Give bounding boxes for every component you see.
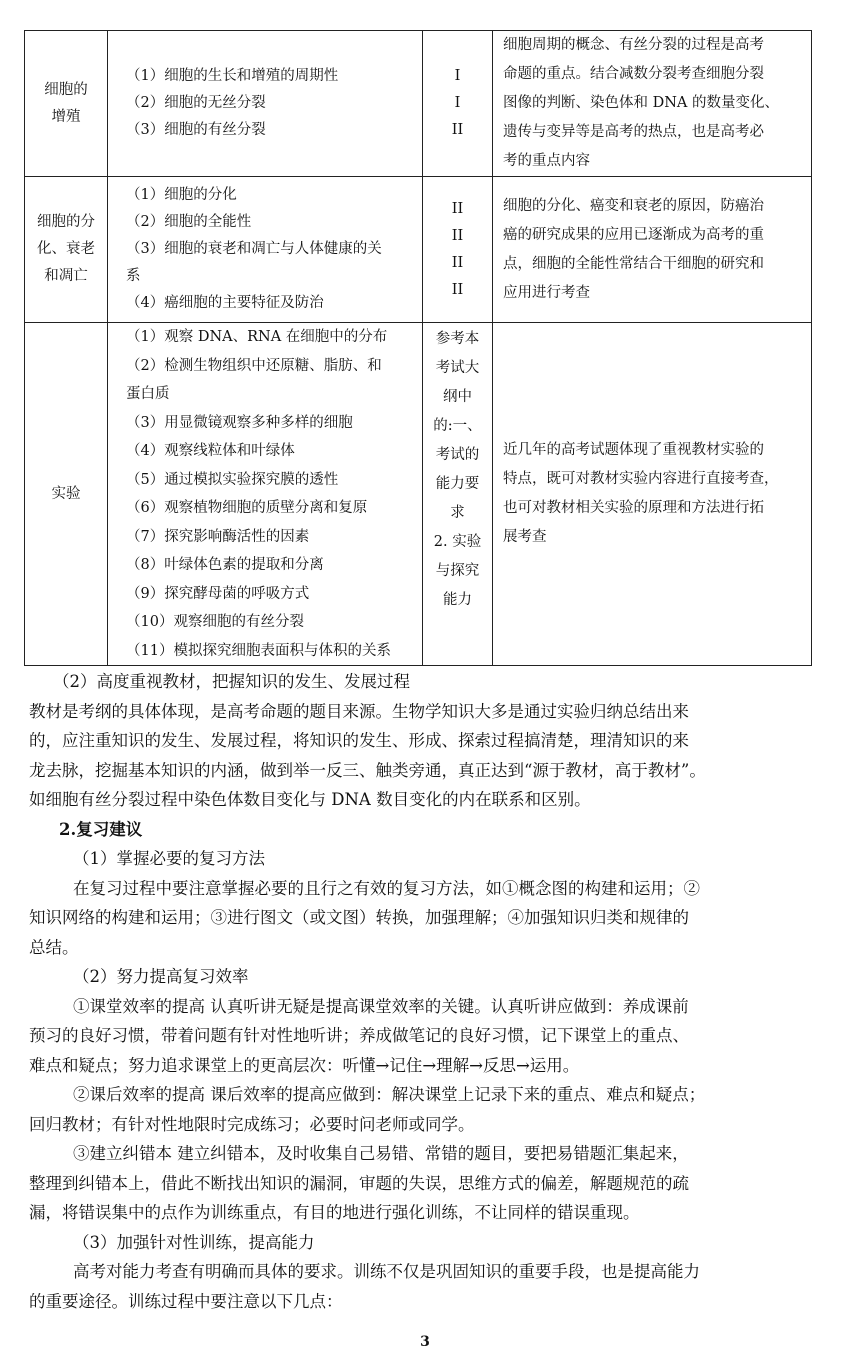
- content-item: （11）模拟探究细胞表面积与体积的关系: [126, 642, 391, 659]
- note-text: 细胞周期的概念、有丝分裂的过程是高考: [503, 37, 764, 53]
- note-text: 点，细胞的全能性常结合干细胞的研究和: [503, 255, 764, 272]
- note-text: 癌的研究成果的应用已逐渐成为高考的重: [503, 226, 764, 243]
- paragraph-line: ②课后效率的提高 课后效率的提高应做到：解决课堂上记录下来的重点、难点和疑点；: [73, 1085, 706, 1104]
- note-cell: [493, 31, 812, 177]
- content-item: （2）检测生物组织中还原糖、脂肪、和: [126, 357, 382, 374]
- content-item: （1）观察 DNA、RNA 在细胞中的分布: [126, 329, 388, 345]
- topic-text: 细胞的: [44, 81, 88, 98]
- level-value: I: [454, 95, 461, 111]
- topic-text: 细胞的分: [37, 214, 95, 230]
- content-cell: [108, 323, 423, 666]
- level-value: 求: [450, 505, 465, 521]
- content-item: 系: [126, 268, 141, 284]
- level-cell: [423, 177, 493, 323]
- level-value: II: [451, 254, 464, 271]
- level-value: 参考本: [435, 331, 480, 347]
- content-item: （7）探究影响酶活性的因素: [126, 528, 310, 545]
- note-text: 展考查: [503, 529, 547, 545]
- content-item: （2）细胞的全能性: [126, 214, 252, 230]
- note-text: 也可对教材相关实验的原理和方法进行拓: [503, 500, 764, 516]
- level-value: 的:一、: [433, 418, 482, 434]
- level-value: 能力要: [435, 476, 480, 492]
- level-value: 能力: [443, 592, 472, 608]
- content-item: （3）细胞的有丝分裂: [126, 122, 266, 138]
- level-value: II: [451, 227, 464, 244]
- level-value: II: [451, 281, 464, 298]
- topic-text: 和凋亡: [44, 268, 88, 284]
- paragraph-line: 预习的良好习惯，带着问题有针对性地听讲；养成做笔记的良好习惯，记下课堂上的重点、: [29, 1026, 689, 1045]
- content-item: （8）叶绿体色素的提取和分离: [126, 557, 324, 573]
- note-text: 细胞的分化、癌变和衰老的原因，防癌治: [503, 197, 764, 214]
- table-row: [25, 31, 812, 177]
- level-value: 2. 实验: [433, 534, 482, 550]
- content-item: （1）细胞的生长和增殖的周期性: [126, 68, 339, 84]
- paragraph-line: 难点和疑点；努力追求课堂上的更高层次：听懂→记住→理解→反思→运用。: [29, 1055, 580, 1075]
- level-value: 纲中: [443, 389, 472, 405]
- section-subheading: （2）努力提高复习效率: [73, 967, 249, 986]
- section-subheading: （1）掌握必要的复习方法: [73, 849, 265, 868]
- content-item: （3）用显微镜观察多种多样的细胞: [126, 414, 353, 431]
- content-cell: [108, 177, 423, 323]
- note-text: 应用进行考查: [503, 284, 590, 301]
- topic-cell: [25, 31, 108, 177]
- table-row: [25, 177, 812, 323]
- level-value: 与探究: [435, 563, 480, 579]
- paragraph-line: 如细胞有丝分裂过程中染色体数目变化与 DNA 数目变化的内在联系和区别。: [29, 790, 591, 809]
- level-value: II: [451, 122, 464, 138]
- topic-text: 实验: [51, 485, 81, 502]
- topic-text: 增殖: [51, 108, 81, 125]
- level-cell: [423, 31, 493, 177]
- paragraph-line: 整理到纠错本上，借此不断找出知识的漏洞，审题的失误，思维方式的偏差，解题规范的疏: [29, 1173, 689, 1193]
- table-row: [25, 323, 812, 666]
- topic-cell: [25, 323, 108, 666]
- body-text: [29, 667, 819, 1316]
- paragraph-line: 回归教材；有针对性地限时完成练习；必要时问老师或同学。: [29, 1114, 475, 1134]
- content-cell: [108, 31, 423, 177]
- content-item: （10）观察细胞的有丝分裂: [126, 614, 304, 630]
- note-text: 遗传与变异等是高考的热点，也是高考必: [503, 124, 764, 140]
- level-cell: [423, 323, 493, 666]
- note-text: 图像的判断、染色体和 DNA 的数量变化、: [503, 95, 780, 111]
- section-subheading: （3）加强针对性训练，提高能力: [73, 1232, 315, 1252]
- paragraph-line: 漏，将错误集中的点作为训练重点，有目的地进行强化训练，不让同样的错误重现。: [29, 1203, 640, 1222]
- topic-cell: [25, 177, 108, 323]
- paragraph-line: 高考对能力考查有明确而具体的要求。训练不仅是巩固知识的重要手段，也是提高能力: [73, 1262, 700, 1281]
- content-item: （2）细胞的无丝分裂: [126, 95, 266, 111]
- content-item: （4）癌细胞的主要特征及防治: [126, 295, 324, 311]
- paragraph-line: 的重要途径。训练过程中要注意以下几点：: [29, 1291, 343, 1311]
- topic-text: 化、衰老: [37, 241, 95, 257]
- note-cell: [493, 177, 812, 323]
- note-text: 特点，既可对教材实验内容进行直接考查，: [503, 471, 779, 487]
- level-value: II: [451, 200, 464, 217]
- note-text: 命题的重点。结合减数分裂考查细胞分裂: [503, 66, 764, 82]
- level-value: 考试的: [435, 447, 480, 463]
- section-subheading: （2）高度重视教材，把握知识的发生、发展过程: [53, 672, 410, 691]
- page-number: 3: [420, 1334, 430, 1350]
- note-text: 考的重点内容: [503, 153, 590, 169]
- content-item: （6）观察植物细胞的质壁分离和复原: [126, 500, 368, 516]
- content-item: （9）探究酵母菌的呼吸方式: [126, 585, 310, 602]
- content-item: （3）细胞的衰老和凋亡与人体健康的关: [126, 241, 382, 257]
- content-item: （4）观察线粒体和叶绿体: [126, 443, 295, 459]
- section-heading: 2.复习建议: [59, 819, 143, 839]
- paragraph-line: 总结。: [29, 937, 79, 957]
- syllabus-table: [24, 30, 812, 666]
- content-item: （5）通过模拟实验探究膜的透性: [126, 471, 339, 488]
- paragraph-line: 教材是考纲的具体体现，是高考命题的题目来源。生物学知识大多是通过实验归纳总结出来: [29, 701, 689, 721]
- paragraph-line: ③建立纠错本 建立纠错本，及时收集自己易错、常错的题目，要把易错题汇集起来，: [73, 1144, 689, 1163]
- note-cell: [493, 323, 812, 666]
- content-item: （1）细胞的分化: [126, 187, 237, 203]
- paragraph-line: 龙去脉，挖掘基本知识的内涵，做到举一反三、触类旁通，真正达到“源于教材，高于教材”。: [29, 760, 706, 780]
- paragraph-line: 在复习过程中要注意掌握必要的且行之有效的复习方法，如①概念图的构建和运用；②: [73, 878, 700, 898]
- note-text: 近几年的高考试题体现了重视教材实验的: [503, 442, 764, 458]
- paragraph-line: 的，应注重知识的发生、发展过程，将知识的发生、形成、探索过程搞清楚，理清知识的来: [29, 731, 689, 750]
- level-value: 考试大: [435, 360, 480, 376]
- content-item: 蛋白质: [126, 386, 170, 402]
- paragraph-line: ①课堂效率的提高 认真听讲无疑是提高课堂效率的关键。认真听讲应做到：养成课前: [73, 996, 689, 1016]
- level-value: I: [454, 68, 461, 84]
- paragraph-line: 知识网络的构建和运用；③进行图文（或文图）转换，加强理解；④加强知识归类和规律的: [29, 908, 689, 927]
